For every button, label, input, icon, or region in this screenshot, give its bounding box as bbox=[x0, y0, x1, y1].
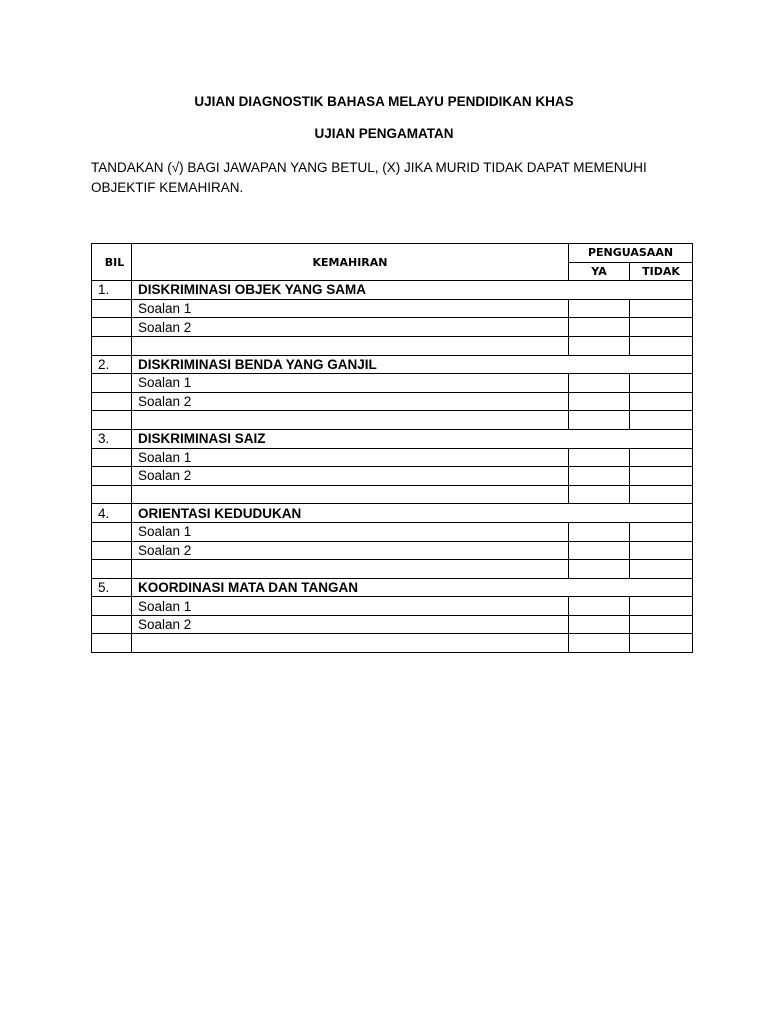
section-row bbox=[92, 281, 693, 300]
tidak-checkbox-cell[interactable] bbox=[630, 597, 693, 616]
item-row bbox=[92, 597, 693, 616]
ya-checkbox-cell[interactable] bbox=[569, 448, 630, 467]
ya-checkbox-cell bbox=[569, 336, 630, 355]
header-ya: YA bbox=[569, 262, 630, 281]
item-number-cell bbox=[92, 467, 132, 486]
item-label: Soalan 1 bbox=[132, 299, 569, 318]
tidak-checkbox-cell bbox=[630, 634, 693, 653]
item-label: Soalan 1 bbox=[132, 374, 569, 393]
item-row bbox=[92, 392, 693, 411]
item-label bbox=[132, 634, 569, 653]
item-number-cell bbox=[92, 541, 132, 560]
ya-checkbox-cell[interactable] bbox=[569, 299, 630, 318]
section-row bbox=[92, 504, 693, 523]
tidak-checkbox-cell[interactable] bbox=[630, 374, 693, 393]
tidak-checkbox-cell[interactable] bbox=[630, 615, 693, 634]
item-number-cell bbox=[92, 318, 132, 337]
item-label bbox=[132, 560, 569, 579]
section-row bbox=[92, 578, 693, 597]
section-number: 3. bbox=[92, 429, 132, 448]
item-label: Soalan 1 bbox=[132, 597, 569, 616]
item-number-cell bbox=[92, 448, 132, 467]
item-row bbox=[92, 541, 693, 560]
ya-checkbox-cell[interactable] bbox=[569, 522, 630, 541]
item-label bbox=[132, 485, 569, 504]
item-label: Soalan 2 bbox=[132, 615, 569, 634]
item-label: Soalan 2 bbox=[132, 318, 569, 337]
tidak-checkbox-cell[interactable] bbox=[630, 299, 693, 318]
item-label: Soalan 2 bbox=[132, 467, 569, 486]
item-row bbox=[92, 318, 693, 337]
item-label: Soalan 2 bbox=[132, 541, 569, 560]
tidak-checkbox-cell bbox=[630, 560, 693, 579]
section-title: ORIENTASI KEDUDUKAN bbox=[132, 504, 693, 523]
item-row bbox=[92, 448, 693, 467]
tidak-checkbox-cell[interactable] bbox=[630, 522, 693, 541]
section-number: 2. bbox=[92, 355, 132, 374]
ya-checkbox-cell bbox=[569, 411, 630, 430]
item-label: Soalan 2 bbox=[132, 392, 569, 411]
item-number-cell bbox=[92, 522, 132, 541]
item-row bbox=[92, 299, 693, 318]
section-number: 4. bbox=[92, 504, 132, 523]
blank-row bbox=[92, 336, 693, 355]
ya-checkbox-cell[interactable] bbox=[569, 318, 630, 337]
section-row bbox=[92, 355, 693, 374]
header-kemahiran: KEMAHIRAN bbox=[132, 244, 569, 281]
item-number-cell bbox=[92, 560, 132, 579]
item-row bbox=[92, 522, 693, 541]
ya-checkbox-cell[interactable] bbox=[569, 597, 630, 616]
section-title: DISKRIMINASI SAIZ bbox=[132, 429, 693, 448]
blank-row bbox=[92, 411, 693, 430]
header-bil: BIL bbox=[92, 244, 132, 281]
ya-checkbox-cell[interactable] bbox=[569, 467, 630, 486]
document-subtitle: UJIAN PENGAMATAN bbox=[314, 126, 454, 141]
ya-checkbox-cell[interactable] bbox=[569, 392, 630, 411]
ya-checkbox-cell bbox=[569, 634, 630, 653]
section-title: DISKRIMINASI OBJEK YANG SAMA bbox=[132, 281, 693, 300]
tidak-checkbox-cell[interactable] bbox=[630, 392, 693, 411]
instruction-text bbox=[91, 158, 691, 198]
table-body bbox=[92, 281, 693, 653]
item-number-cell bbox=[92, 485, 132, 504]
ya-checkbox-cell[interactable] bbox=[569, 541, 630, 560]
ya-checkbox-cell[interactable] bbox=[569, 374, 630, 393]
assessment-table bbox=[91, 243, 693, 653]
item-row bbox=[92, 467, 693, 486]
tidak-checkbox-cell bbox=[630, 336, 693, 355]
header-penguasaan: PENGUASAAN bbox=[569, 244, 693, 263]
tidak-checkbox-cell[interactable] bbox=[630, 541, 693, 560]
ya-checkbox-cell bbox=[569, 485, 630, 504]
item-label bbox=[132, 336, 569, 355]
item-row bbox=[92, 374, 693, 393]
tidak-checkbox-cell[interactable] bbox=[630, 467, 693, 486]
item-label: Soalan 1 bbox=[132, 522, 569, 541]
ya-checkbox-cell bbox=[569, 560, 630, 579]
tidak-checkbox-cell[interactable] bbox=[630, 318, 693, 337]
instruction-line-1: TANDAKAN (√) BAGI JAWAPAN YANG BETUL, (X) JIKA MURID TIDAK DAPAT MEMENUHI bbox=[91, 160, 647, 175]
header-tidak: TIDAK bbox=[630, 262, 693, 281]
item-number-cell bbox=[92, 336, 132, 355]
item-number-cell bbox=[92, 634, 132, 653]
blank-row bbox=[92, 560, 693, 579]
blank-row bbox=[92, 634, 693, 653]
section-row bbox=[92, 429, 693, 448]
blank-row bbox=[92, 485, 693, 504]
item-label: Soalan 1 bbox=[132, 448, 569, 467]
item-number-cell bbox=[92, 392, 132, 411]
document-title: UJIAN DIAGNOSTIK BAHASA MELAYU PENDIDIKAN KHAS bbox=[194, 94, 574, 109]
ya-checkbox-cell[interactable] bbox=[569, 615, 630, 634]
item-number-cell bbox=[92, 411, 132, 430]
item-number-cell bbox=[92, 374, 132, 393]
tidak-checkbox-cell bbox=[630, 411, 693, 430]
section-number: 1. bbox=[92, 281, 132, 300]
section-number: 5. bbox=[92, 578, 132, 597]
item-number-cell bbox=[92, 299, 132, 318]
item-row bbox=[92, 615, 693, 634]
item-label bbox=[132, 411, 569, 430]
item-number-cell bbox=[92, 615, 132, 634]
section-title: DISKRIMINASI BENDA YANG GANJIL bbox=[132, 355, 693, 374]
tidak-checkbox-cell bbox=[630, 485, 693, 504]
item-number-cell bbox=[92, 597, 132, 616]
section-title: KOORDINASI MATA DAN TANGAN bbox=[132, 578, 693, 597]
tidak-checkbox-cell[interactable] bbox=[630, 448, 693, 467]
instruction-line-2: OBJEKTIF KEMAHIRAN. bbox=[91, 180, 244, 195]
